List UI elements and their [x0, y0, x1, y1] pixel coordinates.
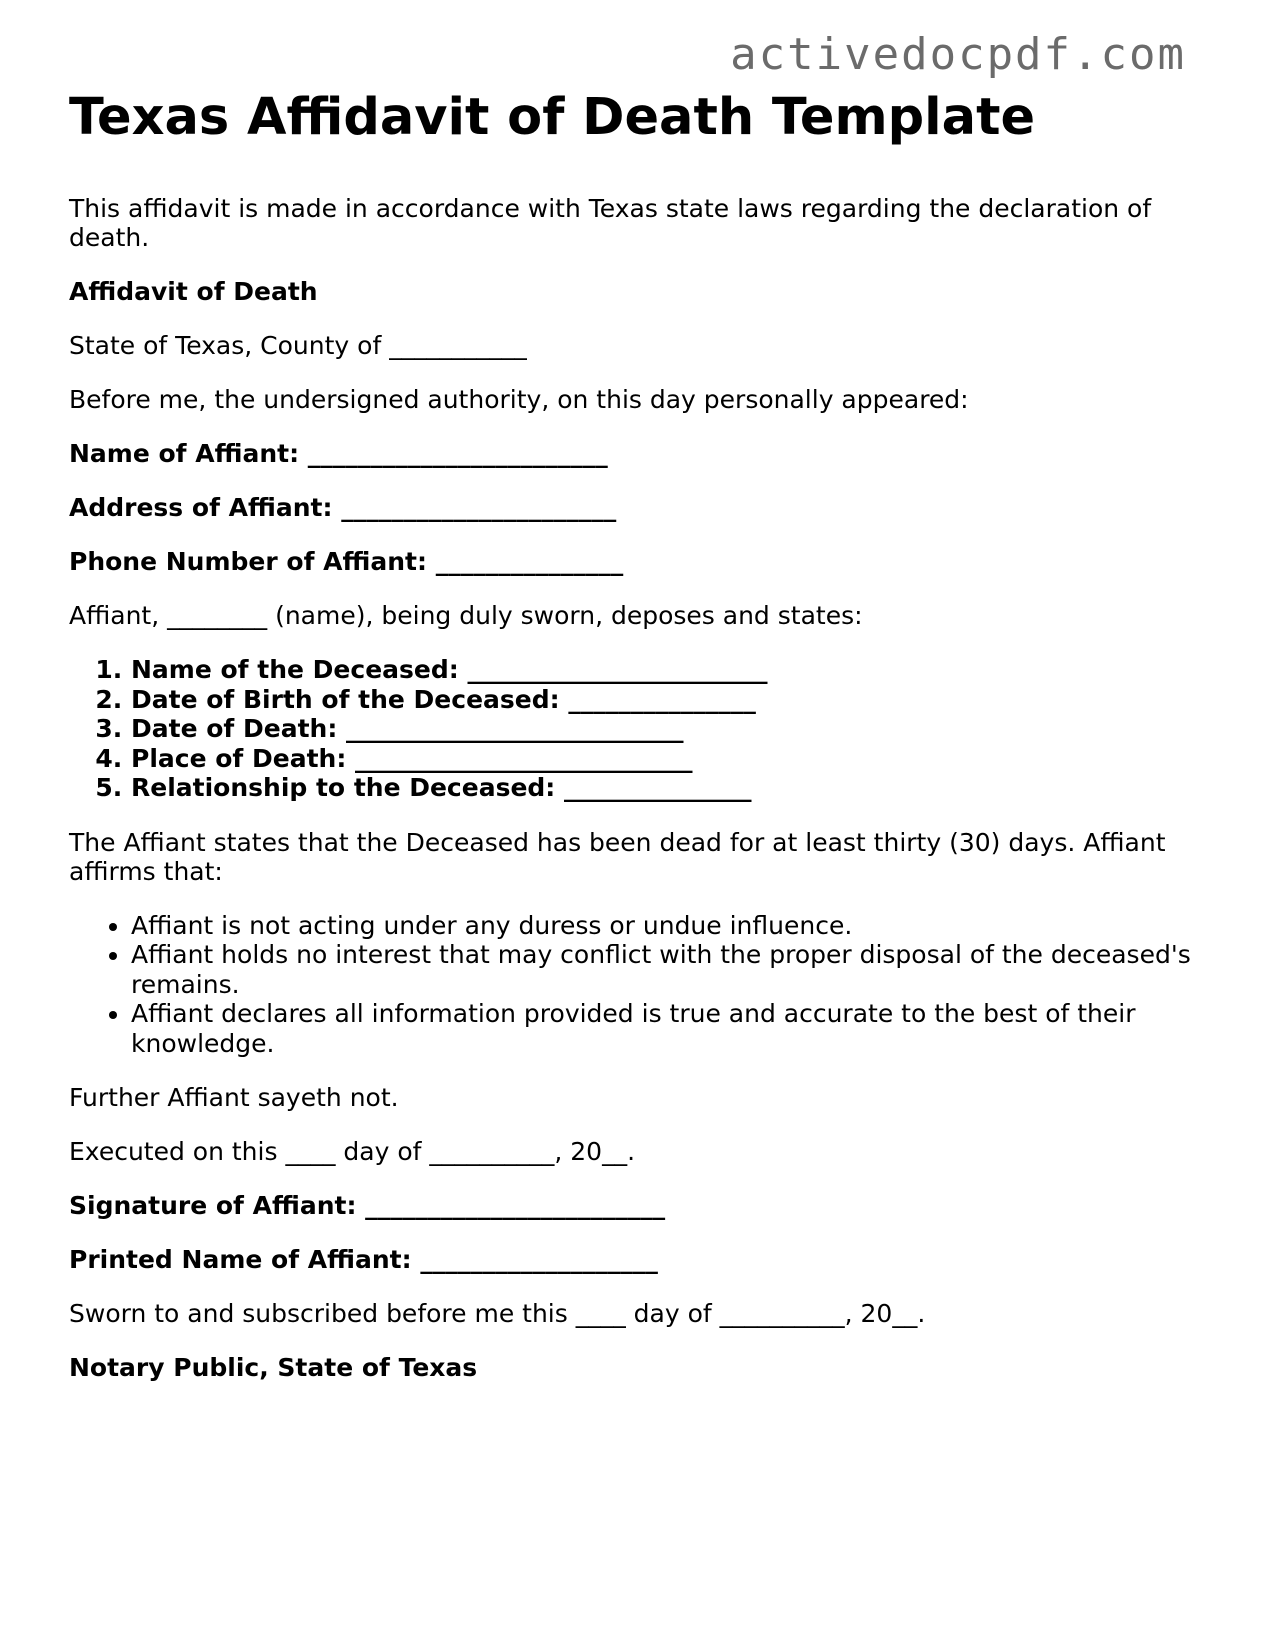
section-heading: Affidavit of Death [69, 277, 318, 306]
printed-name-field: Printed Name of Affiant: ___________________ [69, 1245, 658, 1274]
sworn-line: Affiant, ________ (name), being duly sworn, deposes and states: [69, 601, 863, 630]
statement-paragraph: The Affiant states that the Deceased has been dead for at least thirty (30) days. Affiant affirms that: [69, 827, 1166, 886]
affiant-name-field: Name of Affiant: ________________________ [69, 439, 608, 468]
document-page [69, 86, 1199, 1407]
county-line: State of Texas, County of ___________ [69, 331, 527, 360]
affirmation-item: • Affiant declares all information provided is true and accurate to the best of their knowledge. [131, 999, 1199, 1058]
signature-field: Signature of Affiant: ________________________ [69, 1191, 666, 1220]
deceased-details-list [69, 655, 1199, 803]
executed-line: Executed on this ____ day of __________, 20__. [69, 1137, 636, 1166]
page-title: Texas Affidavit of Death Template [69, 88, 1036, 147]
affirmation-item: • Affiant holds no interest that may conflict with the proper disposal of the deceased's remains. [131, 940, 1199, 999]
death-place-field: 4. Place of Death: ___________________________ [131, 744, 1199, 774]
intro-paragraph: This affidavit is made in accordance with Texas state laws regarding the declaration of death. [69, 194, 1152, 252]
affirmations-list [69, 911, 1199, 1059]
deceased-birth-date-field: 2. Date of Birth of the Deceased: _______________ [131, 685, 1199, 715]
affirmation-item: • Affiant is not acting under any duress or undue influence. [131, 911, 1199, 941]
affiant-address-field: Address of Affiant: ______________________ [69, 493, 617, 522]
deceased-name-field: 1. Name of the Deceased: ________________________ [131, 655, 1199, 685]
appeared-line: Before me, the undersigned authority, on this day personally appeared: [69, 385, 969, 414]
watermark: activedocpdf.com [730, 29, 1186, 80]
notary-sworn-line: Sworn to and subscribed before me this ____ day of __________, 20__. [69, 1299, 926, 1328]
further-line: Further Affiant sayeth not. [69, 1083, 399, 1112]
relationship-field: 5. Relationship to the Deceased: _______________ [131, 773, 1199, 803]
notary-title: Notary Public, State of Texas [69, 1353, 478, 1382]
death-date-field: 3. Date of Death: ___________________________ [131, 714, 1199, 744]
affiant-phone-field: Phone Number of Affiant: _______________ [69, 547, 624, 576]
